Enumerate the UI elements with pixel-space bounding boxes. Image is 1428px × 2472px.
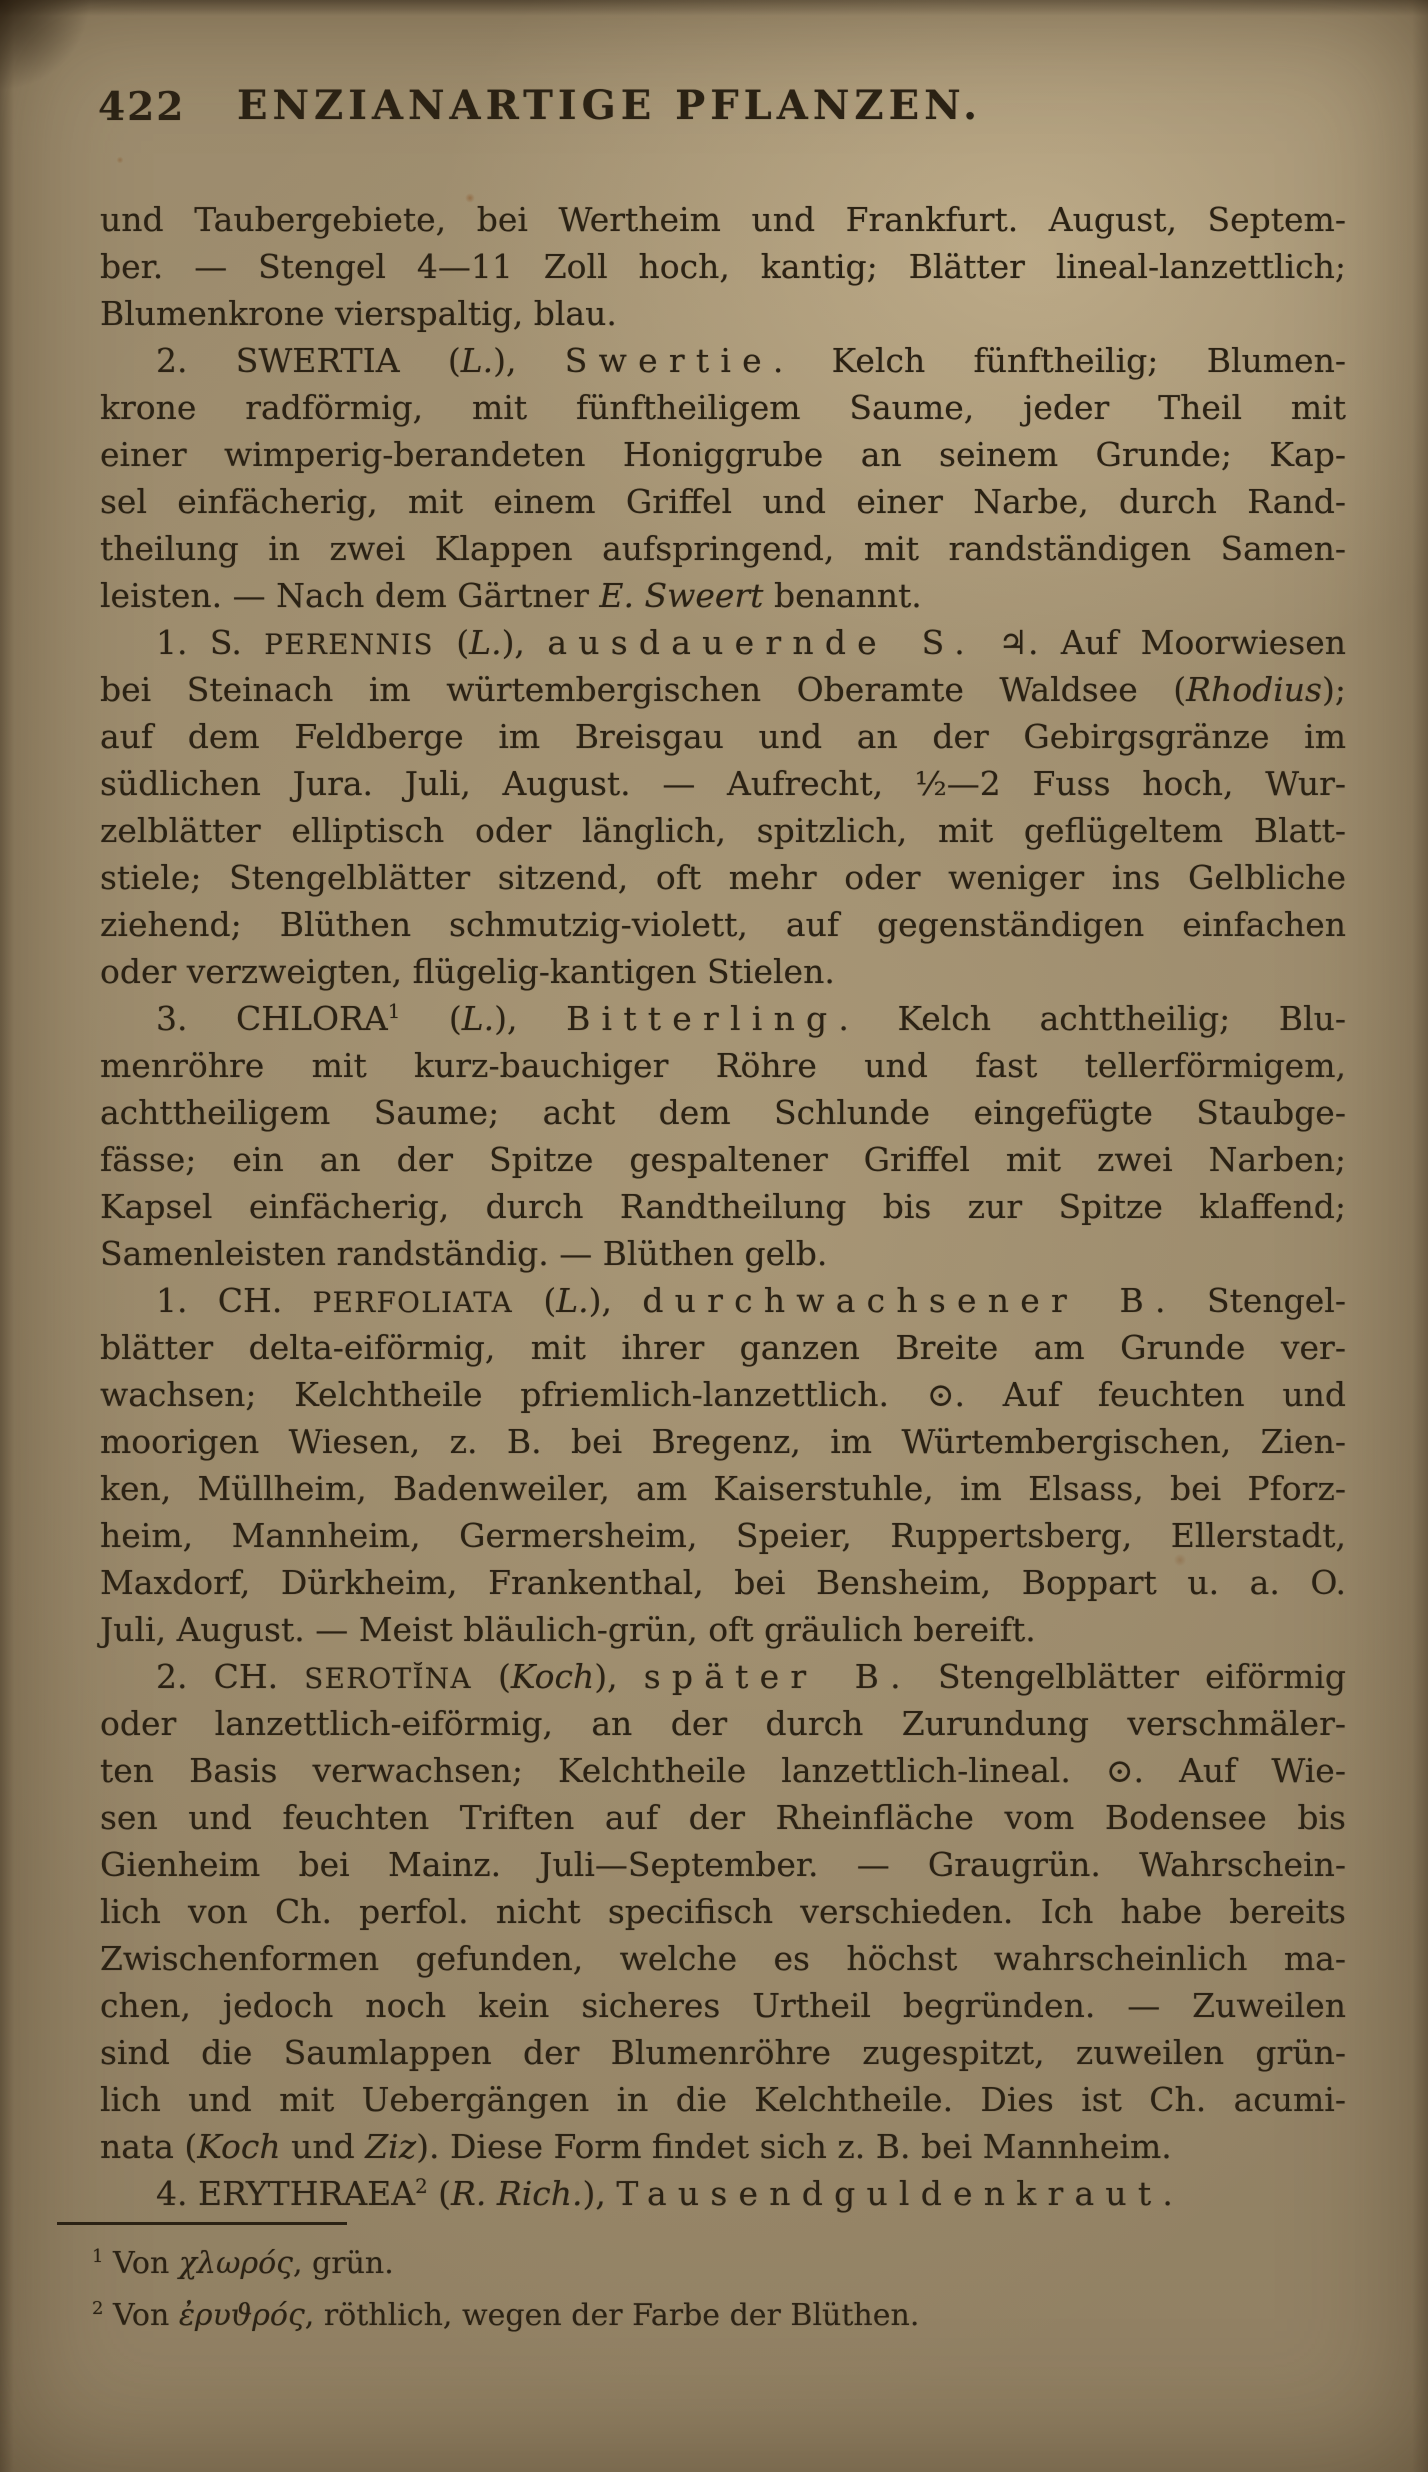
text-run: , grün. (292, 2246, 394, 2281)
text-run: ten Basis verwachsen; Kelchtheile lanzettlich-lineal. ⊙. Auf Wie- (100, 1751, 1346, 1790)
italic-run: ἐρυϑρός (178, 2298, 305, 2333)
text-line (100, 1512, 1346, 1559)
italic-run: Ziz (365, 2127, 417, 2166)
text-run: ♃. Auf Moorwiesen (975, 623, 1346, 662)
text-run: Von (103, 2298, 179, 2333)
text-line (100, 948, 1346, 995)
text-line (100, 1418, 1346, 1465)
text-run: und Taubergebiete, bei Wertheim und Frankfurt. August, Septem- (100, 200, 1346, 239)
text-run: ber. — Stengel 4—11 Zoll hoch, kantig; Blätter lineal-lanzettlich; (100, 247, 1346, 286)
text-run: , röthlich, wegen der Farbe der Blüthen. (304, 2298, 920, 2333)
smallcaps-run: PERENNIS (264, 628, 434, 661)
footnotes-block (92, 2238, 1342, 2342)
text-run: ( (400, 999, 462, 1038)
smallcaps-run: PERFOLIATA (312, 1286, 514, 1319)
text-line (100, 1277, 1346, 1324)
text-run: ). Diese Form findet sich z. B. bei Mannheim. (416, 2127, 1172, 2166)
text-line (100, 1700, 1346, 1747)
text-run: wachsen; Kelchtheile pfriemlich-lanzettlich. ⊙. Auf feuchten und (100, 1375, 1346, 1414)
italic-run: Koch (510, 1657, 595, 1696)
text-run: sen und feuchten Triften auf der Rheinfläche vom Bodensee bis (100, 1798, 1346, 1837)
text-run: 2. SWERTIA ( (156, 341, 461, 380)
text-line (100, 525, 1346, 572)
text-line (100, 337, 1346, 384)
text-run: südlichen Jura. Juli, August. — Aufrecht, ½—2 Fuss hoch, Wur- (100, 764, 1346, 803)
italic-run: χλωρός (178, 2246, 293, 2281)
italic-run: L. (460, 341, 494, 380)
text-run: Juli, August. — Meist bläulich-grün, oft gräulich bereift. (100, 1610, 1036, 1649)
text-run: Zwischenformen gefunden, welche es höchst wahrscheinlich ma- (100, 1939, 1346, 1978)
text-line (100, 1982, 1346, 2029)
text-run: ), (493, 341, 565, 380)
text-run: Samenleisten randständig. — Blüthen gelb. (100, 1234, 828, 1273)
text-run: moorigen Wiesen, z. B. bei Bregenz, im Würtembergischen, Zien- (100, 1422, 1346, 1461)
text-run: ), (501, 623, 548, 662)
text-line (100, 243, 1346, 290)
text-run: lich und mit Uebergängen in die Kelchtheile. Dies ist Ch. acumi- (100, 2080, 1346, 2119)
text-line (100, 1606, 1346, 1653)
text-run: zelblätter elliptisch oder länglich, spitzlich, mit geflügeltem Blatt- (100, 811, 1346, 850)
letterspaced-run: Bitterling (566, 999, 839, 1038)
text-line (100, 572, 1346, 619)
body-text-block (100, 196, 1346, 2217)
italic-run: R. Rich. (451, 2174, 583, 2213)
italic-run: Koch (197, 2127, 281, 2166)
text-run: ( (471, 1657, 511, 1696)
text-run: Maxdorf, Dürkheim, Frankenthal, bei Bensheim, Boppart u. a. O. (100, 1563, 1346, 1602)
text-line (100, 1888, 1346, 1935)
text-line (100, 2123, 1346, 2170)
text-run: achttheiligem Saume; acht dem Schlunde eingefügte Staubge- (100, 1093, 1346, 1132)
text-run: 2. CH. (156, 1657, 305, 1696)
text-run: heim, Mannheim, Germersheim, Speier, Ruppertsberg, Ellerstadt, (100, 1516, 1346, 1555)
text-run: Blumenkrone vierspaltig, blau. (100, 294, 617, 333)
superscript-run: 2 (92, 2298, 104, 2319)
text-run: leisten. — Nach dem Gärtner (100, 576, 600, 615)
text-run: menröhre mit kurz-bauchiger Röhre und fast tellerförmigem, (100, 1046, 1346, 1085)
page-number: 422 (98, 84, 186, 130)
smallcaps-run: SEROTĬNA (304, 1662, 472, 1695)
footnote-separator-rule (57, 2222, 347, 2225)
italic-run: Rhodius (1186, 670, 1322, 709)
text-run: ); (1322, 670, 1346, 709)
text-run: ), (594, 1657, 644, 1696)
text-line (100, 2029, 1346, 2076)
letterspaced-run: ausdauernde S. (547, 623, 976, 662)
text-run: ( (513, 1281, 557, 1320)
letterspaced-run: Tausendguldenkraut (616, 2174, 1163, 2213)
letterspaced-run: später B. (643, 1657, 912, 1696)
text-run: fässe; ein an der Spitze gespaltener Griffel mit zwei Narben; (100, 1140, 1346, 1179)
text-run: Gienheim bei Mainz. Juli—September. — Graugrün. Wahrschein- (100, 1845, 1346, 1884)
text-line (100, 290, 1346, 337)
text-line (100, 807, 1346, 854)
text-run: ( (433, 623, 470, 662)
footnote-line (92, 2238, 1342, 2290)
text-run: oder lanzettlich-eiförmig, an der durch Zurundung verschmäler- (100, 1704, 1346, 1743)
text-run: ), (582, 2174, 617, 2213)
text-line (100, 2170, 1346, 2217)
text-run: sel einfächerig, mit einem Griffel und einer Narbe, durch Rand- (100, 482, 1346, 521)
text-line (100, 1794, 1346, 1841)
text-run: lich von Ch. perfol. nicht specifisch verschieden. Ich habe bereits (100, 1892, 1346, 1931)
text-run: Stengel- (1176, 1281, 1346, 1320)
text-run: und (280, 2127, 366, 2166)
text-line (100, 384, 1346, 431)
text-line (100, 1747, 1346, 1794)
text-line (100, 478, 1346, 525)
text-line (100, 1935, 1346, 1982)
text-run: nata ( (100, 2127, 198, 2166)
text-run: ), (494, 999, 567, 1038)
text-line (100, 431, 1346, 478)
text-line (100, 196, 1346, 243)
text-line (100, 1559, 1346, 1606)
text-line (100, 760, 1346, 807)
text-line (100, 1042, 1346, 1089)
text-run: bei Steinach im würtembergischen Oberamte Waldsee ( (100, 670, 1187, 709)
text-line (100, 1653, 1346, 1700)
text-line (100, 1230, 1346, 1277)
text-line (100, 995, 1346, 1042)
letterspaced-run: durchwachsener B. (642, 1281, 1177, 1320)
superscript-run: 1 (387, 1000, 401, 1023)
text-run: . Kelch fünftheilig; Blumen- (772, 341, 1346, 380)
footnote-line (92, 2290, 1342, 2342)
text-line (100, 1136, 1346, 1183)
text-run: ( (427, 2174, 452, 2213)
text-line (100, 1324, 1346, 1371)
text-run: ), (588, 1281, 643, 1320)
italic-run: L. (461, 999, 495, 1038)
text-run: oder verzweigten, flügelig-kantigen Stielen. (100, 952, 835, 991)
running-title: ENZIANARTIGE PFLANZEN. (237, 82, 982, 129)
text-run: auf dem Feldberge im Breisgau und an der Gebirgsgränze im (100, 717, 1346, 756)
text-run: 1. S. (156, 623, 265, 662)
italic-run: L. (556, 1281, 589, 1320)
text-run: 4. ERYTHRAEA (156, 2174, 416, 2213)
text-run: ken, Müllheim, Badenweiler, am Kaiserstuhle, im Elsass, bei Pforz- (100, 1469, 1346, 1508)
text-line (100, 1089, 1346, 1136)
text-line (100, 1371, 1346, 1418)
text-run: stiele; Stengelblätter sitzend, oft mehr oder weniger ins Gelbliche (100, 858, 1346, 897)
text-run: . Kelch achttheilig; Blu- (838, 999, 1346, 1038)
text-line (100, 901, 1346, 948)
italic-run: E. Sweert (599, 576, 764, 615)
text-run: sind die Saumlappen der Blumenröhre zugespitzt, zuweilen grün- (100, 2033, 1346, 2072)
text-run: 3. CHLORA (156, 999, 388, 1038)
text-line (100, 1183, 1346, 1230)
text-line (100, 666, 1346, 713)
text-run: einer wimperig-berandeten Honiggrube an seinem Grunde; Kap- (100, 435, 1346, 474)
text-run: blätter delta-eiförmig, mit ihrer ganzen Breite am Grunde ver- (100, 1328, 1346, 1367)
text-line (100, 713, 1346, 760)
text-run: ziehend; Blüthen schmutzig-violett, auf gegenständigen einfachen (100, 905, 1346, 944)
text-line (100, 2076, 1346, 2123)
text-line (100, 854, 1346, 901)
text-run: . (1162, 2174, 1173, 2213)
superscript-run: 2 (415, 2175, 428, 2198)
letterspaced-run: Swertie (564, 341, 773, 380)
text-run: krone radförmig, mit fünftheiligem Saume, jeder Theil mit (100, 388, 1346, 427)
text-run: Stengelblätter eiförmig (911, 1657, 1346, 1696)
text-run: chen, jedoch noch kein sicheres Urtheil begründen. — Zuweilen (100, 1986, 1346, 2025)
text-run: 1. CH. (156, 1281, 313, 1320)
italic-run: L. (469, 623, 502, 662)
superscript-run: 1 (92, 2246, 104, 2267)
text-run: Kapsel einfächerig, durch Randtheilung bis zur Spitze klaffend; (100, 1187, 1346, 1226)
text-run: Von (103, 2246, 179, 2281)
text-line (100, 1465, 1346, 1512)
text-line (100, 619, 1346, 666)
text-line (100, 1841, 1346, 1888)
text-run: theilung in zwei Klappen aufspringend, mit randständigen Samen- (100, 529, 1346, 568)
text-run: benannt. (763, 576, 922, 615)
